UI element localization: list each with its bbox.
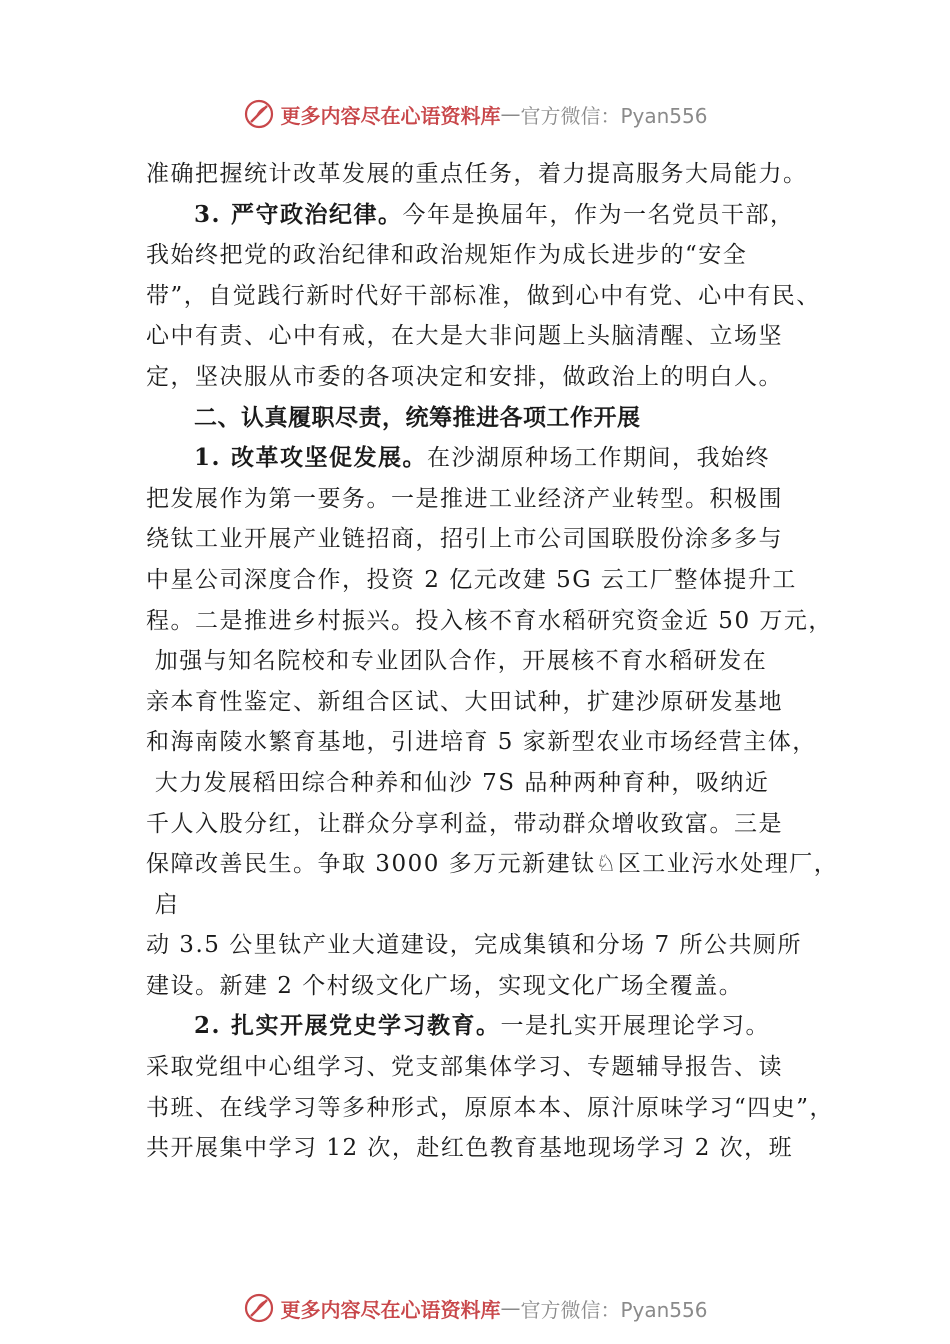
text-line <box>146 357 816 398</box>
text-line <box>146 925 816 966</box>
text-line <box>146 1047 816 1088</box>
line-text: 亲本育性鉴定、新组合区试、大田试种，扩建沙原研发基地 <box>146 688 783 715</box>
document-body <box>146 154 839 1169</box>
text-line <box>146 1128 816 1169</box>
text-line <box>146 722 816 763</box>
line-text: 带”，自觉践行新时代好干部标准，做到心中有党、心中有民、 <box>146 282 821 309</box>
line-text: 在沙湖原种场工作期间，我始终 <box>427 445 771 472</box>
text-line <box>146 601 833 642</box>
item-number: 2. <box>194 1012 222 1040</box>
line-text: 加强与知名院校和专业团队合作，开展核不育水稻研发在 <box>146 648 768 675</box>
line-text: 保障改善民生。争取 3000 多万元新建钛♘区工业污水处理厂， <box>146 851 839 878</box>
text-line <box>146 276 821 317</box>
line-text: 中星公司深度合作，投资 2 亿元改建 5G 云工厂整体提升工 <box>146 566 797 593</box>
text-line <box>146 682 816 723</box>
text-line <box>146 519 816 560</box>
line-text: 程。二是推进乡村振兴。投入核不育水稻研究资金近 50 万元， <box>146 607 833 634</box>
text-line <box>146 966 816 1007</box>
text-line <box>146 641 816 682</box>
line-text: 心中有责、心中有戒，在大是大非问题上头脑清醒、立场坚 <box>146 323 783 350</box>
line-text: 动 3.5 公里钛产业大道建设，完成集镇和分场 7 所公共厕所 <box>146 932 802 959</box>
line-text: 采取党组中心组学习、党支部集体学习、专题辅导报告、读 <box>146 1054 783 1081</box>
text-line <box>146 885 816 926</box>
item-number: 1. <box>194 444 222 472</box>
line-text: 启 <box>146 891 180 918</box>
line-text: 和海南陵水繁育基地，引进培育 5 家新型农业市场经营主体， <box>146 729 817 756</box>
line-text: 定，坚决服从市委的各项决定和安排，做政治上的明白人。 <box>146 363 783 390</box>
watermark-dash: — <box>500 1296 521 1320</box>
line-text: 把发展作为第一要务。一是推进工业经济产业转型。积极围 <box>146 485 783 512</box>
item-title: 扎实开展党史学习教育。 <box>231 1012 501 1040</box>
watermark-header <box>0 94 950 134</box>
watermark-footer <box>0 1288 950 1328</box>
item-title: 改革攻坚促发展。 <box>231 444 428 472</box>
text-line <box>146 235 816 276</box>
line-text: 准确把握统计改革发展的重点任务，着力提高服务大局能力。 <box>146 161 808 187</box>
text-line <box>146 154 816 195</box>
text-line <box>146 804 816 845</box>
watermark-official-text: 官方微信：Pyan556 <box>520 103 708 128</box>
line-text: 我始终把党的政治纪律和政治规矩作为成长进步的“安全 <box>146 242 748 269</box>
text-line <box>146 438 816 479</box>
line-text: 大力发展稻田综合种养和仙沙 7S 品种两种育种，吸纳近 <box>146 769 770 796</box>
line-text: 共开展集中学习 12 次，赴红色教育基地现场学习 2 次，班 <box>146 1135 794 1162</box>
text-line <box>146 479 816 520</box>
watermark-site-text: 更多内容尽在心语资料库 <box>280 103 501 128</box>
feather-pen-logo-icon <box>242 1291 276 1325</box>
line-text: 绕钛工业开展产业链招商，招引上市公司国联股份涂多多与 <box>146 526 783 553</box>
watermark-official-text: 官方微信：Pyan556 <box>520 1297 708 1322</box>
text-line <box>146 316 816 357</box>
text-line <box>146 844 839 885</box>
watermark-dash: — <box>500 102 521 126</box>
feather-pen-logo-icon <box>242 97 276 131</box>
line-text: 今年是换届年，作为一名党员干部， <box>402 201 795 228</box>
text-line <box>146 560 816 601</box>
text-line <box>146 1006 816 1047</box>
line-text: 书班、在线学习等多种形式，原原本本、原汁原味学习“四史”， <box>146 1094 835 1121</box>
text-line <box>146 1088 835 1129</box>
item-title: 严守政治纪律。 <box>231 200 403 228</box>
watermark-site-text: 更多内容尽在心语资料库 <box>280 1297 501 1322</box>
line-text: 一是扎实开展理论学习。 <box>500 1013 771 1040</box>
text-line <box>146 195 816 236</box>
item-number: 3. <box>194 200 222 228</box>
line-text: 千人入股分红，让群众分享利益，带动群众增收致富。三是 <box>146 810 783 837</box>
section-heading <box>146 398 816 439</box>
line-text: 建设。新建 2 个村级文化广场，实现文化广场全覆盖。 <box>146 972 744 999</box>
text-line <box>146 763 816 804</box>
section-heading-text: 二、认真履职尽责，统筹推进各项工作开展 <box>194 403 641 431</box>
